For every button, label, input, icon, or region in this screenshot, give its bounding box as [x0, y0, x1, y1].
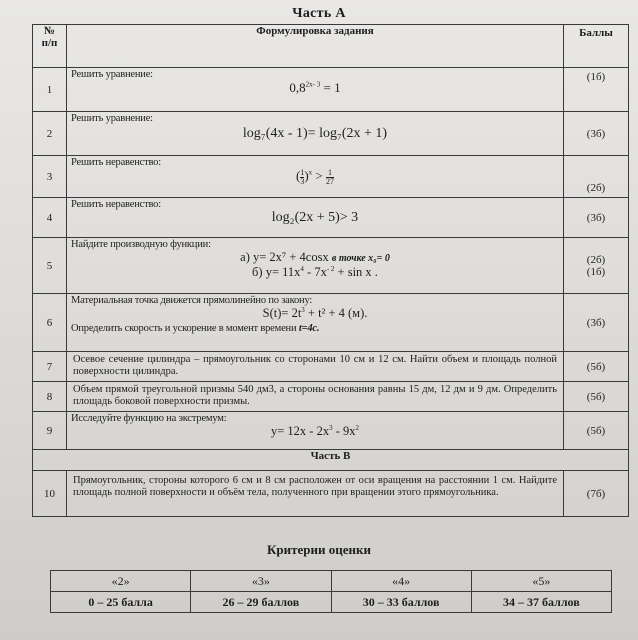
task-formula: log₂(2x + 5)> 3	[271, 210, 359, 225]
tasks-table	[32, 24, 629, 517]
range-cell: 26 – 29 баллов	[191, 592, 331, 613]
task-formula: $0,8^{2x- 3} = 1$	[289, 80, 341, 95]
grade-cell: «4»	[331, 571, 471, 592]
task-row-7	[33, 352, 629, 382]
task-content: Найдите производную функции: а) y= 2x⁷ + 4cosx в точке x₀= 0 б) $y= 11x^4 - 7x^{- 2} + \sin x$ .	[67, 238, 564, 294]
task-number: 8	[33, 382, 67, 412]
part-b-title: Часть В	[33, 450, 629, 471]
header-points: Баллы	[564, 25, 629, 68]
task-score: (5б)	[564, 412, 629, 450]
task-content: Прямоугольник, стороны которого 6 см и 8 см расположен от оси вращения на расстоянии 1 см. Найдите площадь полной поверхности и объём тела, полученного при вращении этого прямоугольника.	[67, 471, 564, 517]
task-formula: $y= 12x - 2x^3 - 9x^2$	[270, 424, 359, 439]
task-content: Решить уравнение: $0,8^{2x- 3} = 1$	[67, 68, 564, 112]
task-content: Исследуйте функцию на экстремум: $y= 12x - 2x^3 - 9x^2$	[67, 412, 564, 450]
task-score: (2б)	[564, 156, 629, 198]
grade-cell: «5»	[471, 571, 611, 592]
task-number: 9	[33, 412, 67, 450]
task-row-10	[33, 471, 629, 517]
task-formula: $S(t)= 2t^3 + t^2 + 4$ (м).	[262, 306, 368, 321]
grade-cell: «2»	[51, 571, 191, 592]
task-content: Решить неравенство: ( $\frac{1}{3}$ )$^x$ > $\frac{1}{27}$	[67, 156, 564, 198]
task-number: 2	[33, 112, 67, 156]
task-score: (2б) (1б)	[564, 238, 629, 294]
task-score: (3б)	[564, 294, 629, 352]
task-score: (3б)	[564, 112, 629, 156]
header-formulation: Формулировка задания	[67, 25, 564, 68]
task-content: Осевое сечение цилиндра – прямоугольник со сторонами 10 см и 12 см. Найти объем и площадь полной поверхности цилиндра.	[67, 352, 564, 382]
task-number: 4	[33, 198, 67, 238]
task-number: 10	[33, 471, 67, 517]
task-number: 1	[33, 68, 67, 112]
criteria-grades-row	[51, 571, 612, 592]
task-score: (5б)	[564, 352, 629, 382]
task-row-2	[33, 112, 629, 156]
part-a-title: Часть А	[292, 6, 346, 21]
task-score: (3б)	[564, 198, 629, 238]
grade-cell: «3»	[191, 571, 331, 592]
task-row-4	[33, 198, 629, 238]
task-row-6	[33, 294, 629, 352]
criteria-title: Критерии оценки	[267, 542, 371, 557]
task-row-1	[33, 68, 629, 112]
task-row-8	[33, 382, 629, 412]
task-number: 6	[33, 294, 67, 352]
range-cell: 0 – 25 балла	[51, 592, 191, 613]
task-number: 7	[33, 352, 67, 382]
task-content: Материальная точка движется прямолинейно по закону: $S(t)= 2t^3 + t^2 + 4$ (м). Определить скорость и ускорение в момент времени t=4c.	[67, 294, 564, 352]
task-formula-a: а) y= 2x⁷ + 4cosx в точке x₀= 0	[240, 250, 390, 264]
range-cell: 34 – 37 баллов	[471, 592, 611, 613]
task-row-9	[33, 412, 629, 450]
part-b-row	[33, 450, 629, 471]
task-number: 5	[33, 238, 67, 294]
table-header-row	[33, 25, 629, 68]
criteria-table	[50, 570, 612, 613]
task-score: (1б)	[564, 68, 629, 112]
task-formula: log₇(4x - 1)= log₇(2x + 1)	[242, 126, 388, 141]
task-content: Решить уравнение: log₇(4x - 1)= log₇(2x + 1)	[67, 112, 564, 156]
task-number: 3	[33, 156, 67, 198]
task-score: (7б)	[564, 471, 629, 517]
task-row-5	[33, 238, 629, 294]
range-cell: 30 – 33 баллов	[331, 592, 471, 613]
task-content: Объем прямой треугольной призмы 540 дм3, а стороны основания равны 15 дм, 12 дм и 9 дм. Определить площадь боковой поверхности призмы.	[67, 382, 564, 412]
task-row-3	[33, 156, 629, 198]
task-formula-b: б) $y= 11x^4 - 7x^{- 2} + \sin x$ .	[252, 265, 378, 280]
header-number: № п/п	[33, 25, 67, 68]
task-score: (5б)	[564, 382, 629, 412]
task-content: Решить неравенство: log₂(2x + 5)> 3	[67, 198, 564, 238]
task-formula: ( $\frac{1}{3}$ )$^x$ > $\frac{1}{27}$	[295, 167, 335, 186]
criteria-ranges-row	[51, 592, 612, 613]
